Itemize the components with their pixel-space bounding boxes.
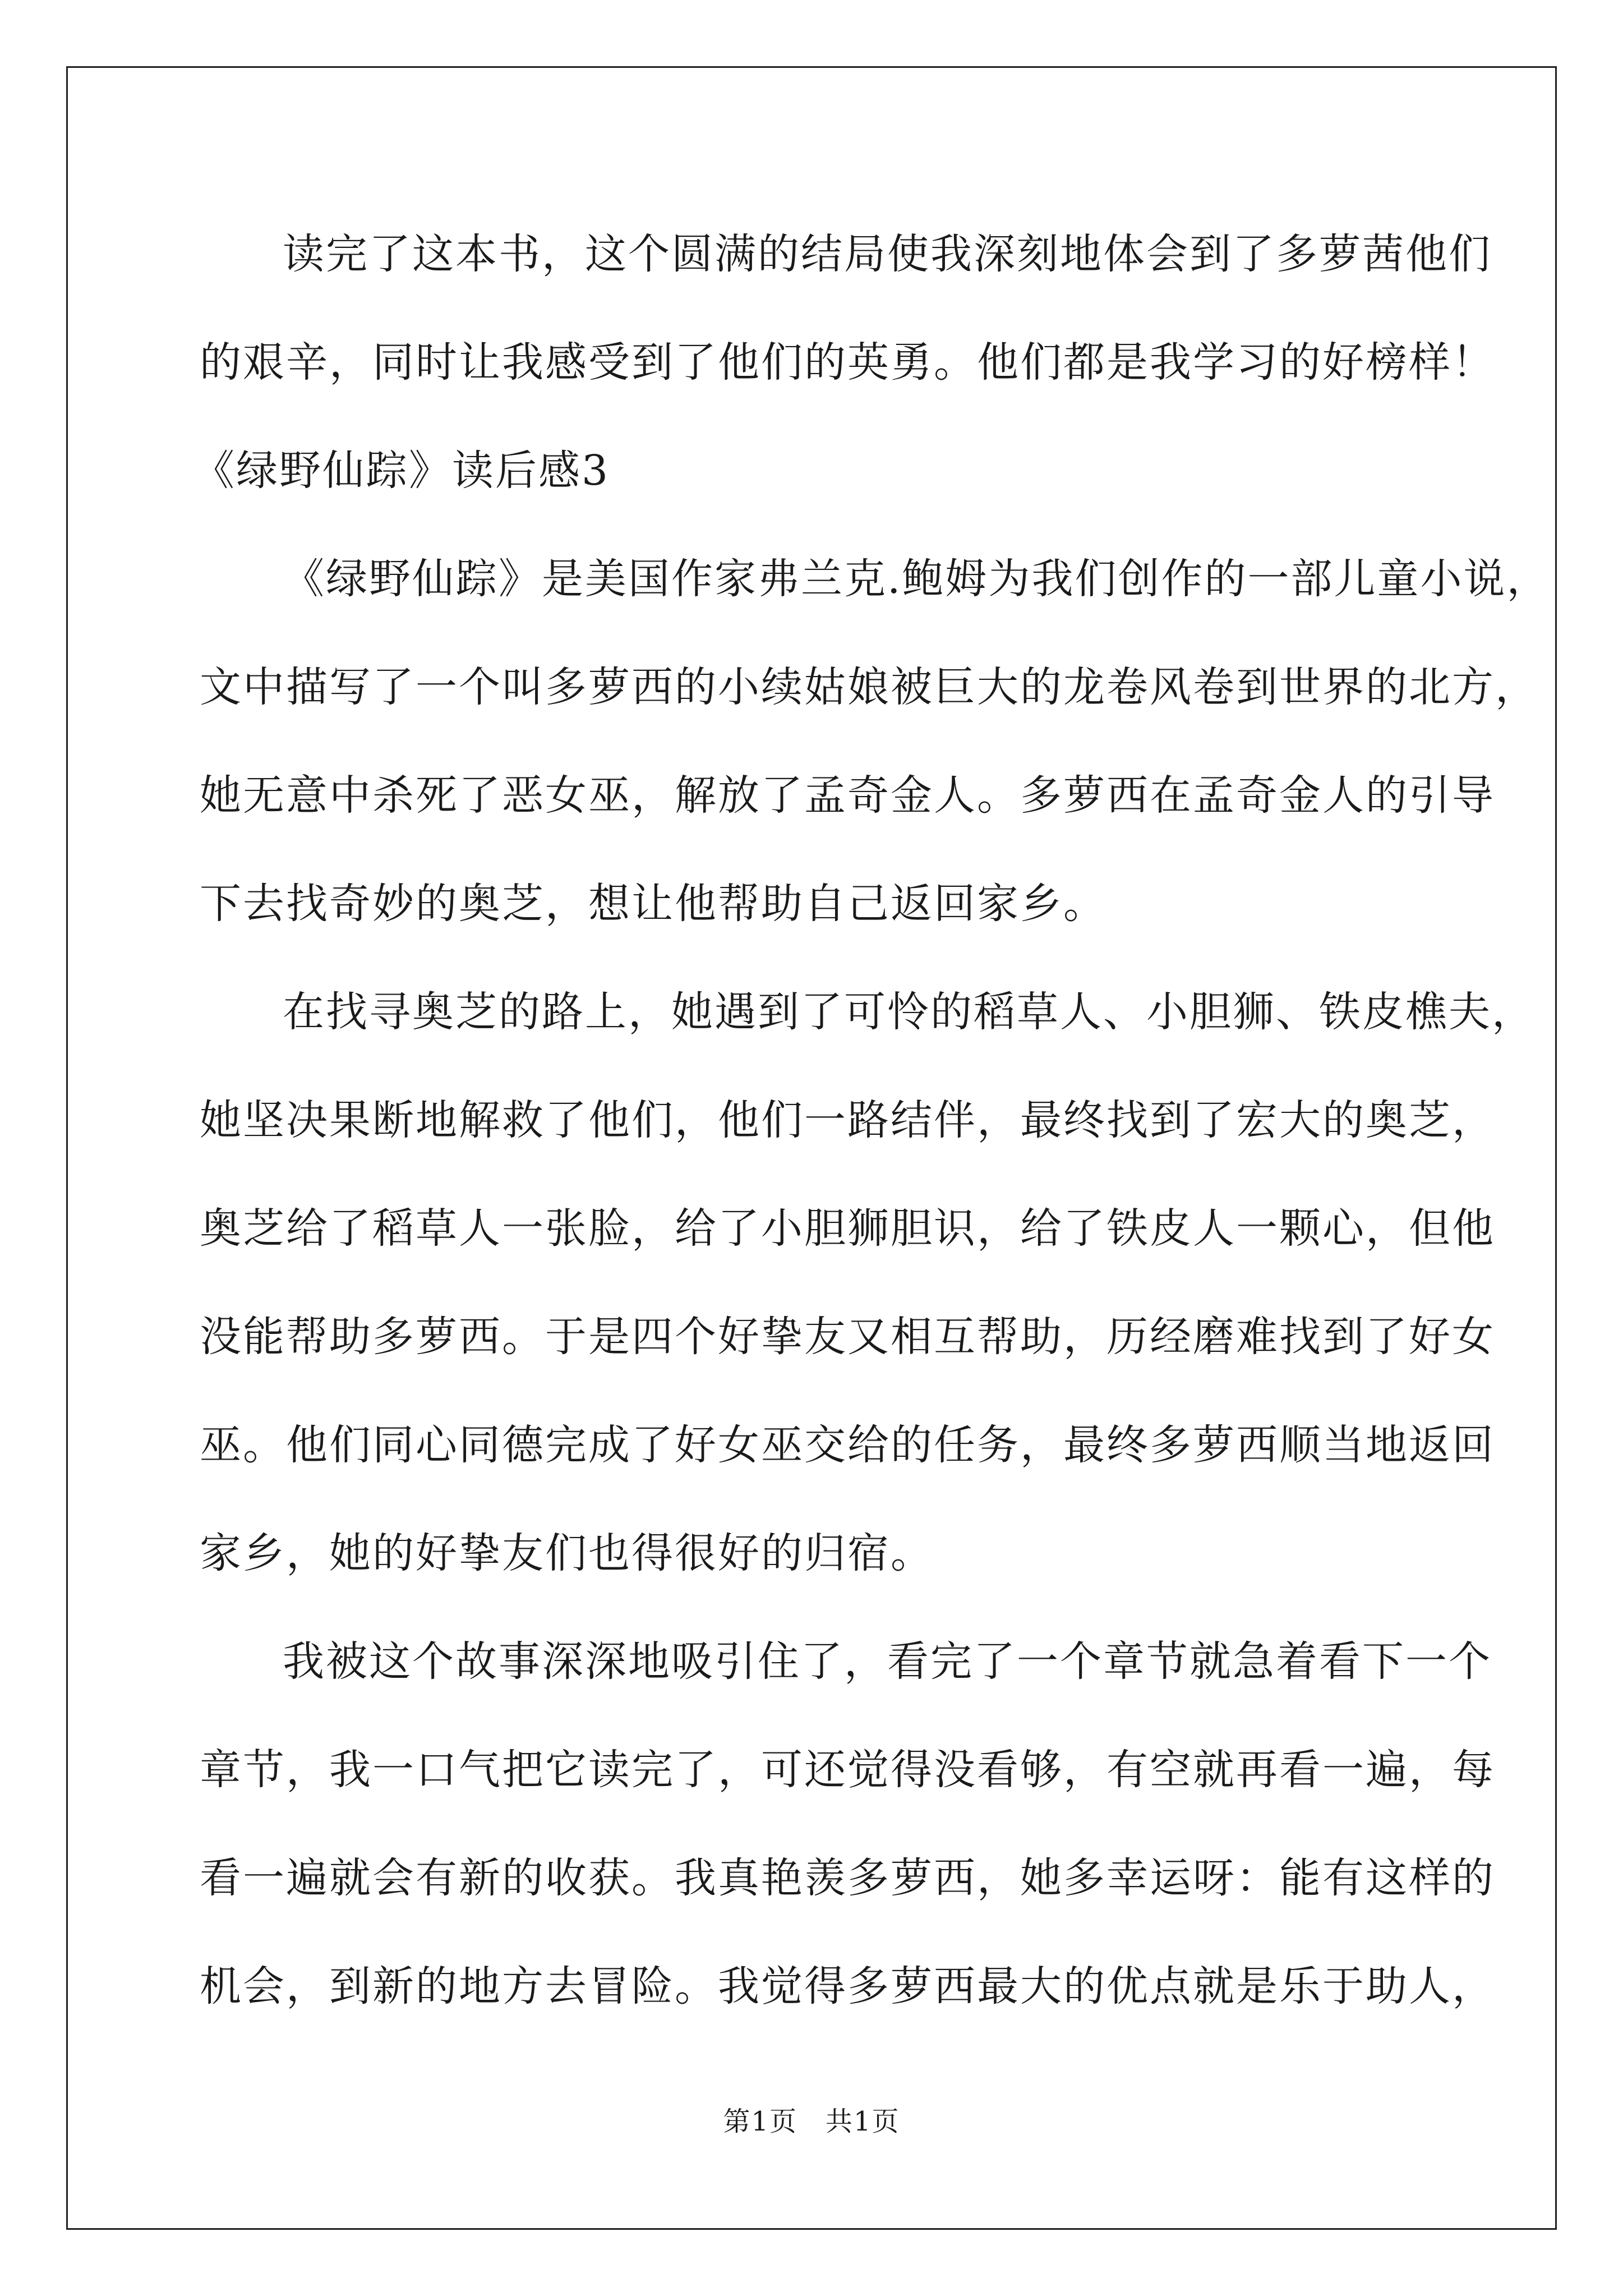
text-line: 巫。他们同心同德完成了好女巫交给的任务，最终多萝西顺当地返回 (200, 1421, 1495, 1469)
text-line: 我被这个故事深深地吸引住了，看完了一个章节就急着看下一个 (283, 1637, 1492, 1686)
text-line: 看一遍就会有新的收获。我真艳羡多萝西，她多幸运呀：能有这样的 (200, 1854, 1495, 1902)
document-body (193, 223, 1550, 2064)
text-line: 她坚决果断地解救了他们，他们一路结伴，最终找到了宏大的奥芝， (200, 1096, 1495, 1144)
text-line: 家乡，她的好挚友们也得很好的归宿。 (200, 1529, 934, 1577)
text-line: 章节，我一口气把它读完了，可还觉得没看够，有空就再看一遍，每 (200, 1746, 1495, 1794)
text-line: 没能帮助多萝西。于是四个好挚友又相互帮助，历经磨难找到了好女 (200, 1313, 1495, 1361)
section-title: 《绿野仙踪》读后感3 (193, 447, 610, 495)
text-line: 的艰辛，同时让我感受到了他们的英勇。他们都是我学习的好榜样！ (200, 338, 1495, 386)
text-line: 机会，到新的地方去冒险。我觉得多萝西最大的优点就是乐于助人， (200, 1962, 1495, 2010)
text-line: 《绿野仙踪》是美国作家弗兰克.鲍姆为我们创作的一部儿童小说， (283, 555, 1550, 603)
text-line: 奥芝给了稻草人一张脸，给了小胆狮胆识，给了铁皮人一颗心，但他 (200, 1204, 1495, 1253)
text-line: 下去找奇妙的奥芝，想让他帮助自己返回家乡。 (200, 880, 1106, 928)
text-line: 文中描写了一个叫多萝西的小续姑娘被巨大的龙卷风卷到世界的北方， (200, 663, 1538, 711)
text-line: 她无意中杀死了恶女巫，解放了孟奇金人。多萝西在孟奇金人的引导 (200, 771, 1495, 820)
text-line: 在找寻奥芝的路上，她遇到了可怜的稻草人、小胆狮、铁皮樵夫， (283, 988, 1535, 1036)
page-footer: 第1页 共1页 (723, 2106, 900, 2137)
text-line: 读完了这本书，这个圆满的结局使我深刻地体会到了多萝茜他们 (283, 230, 1492, 278)
